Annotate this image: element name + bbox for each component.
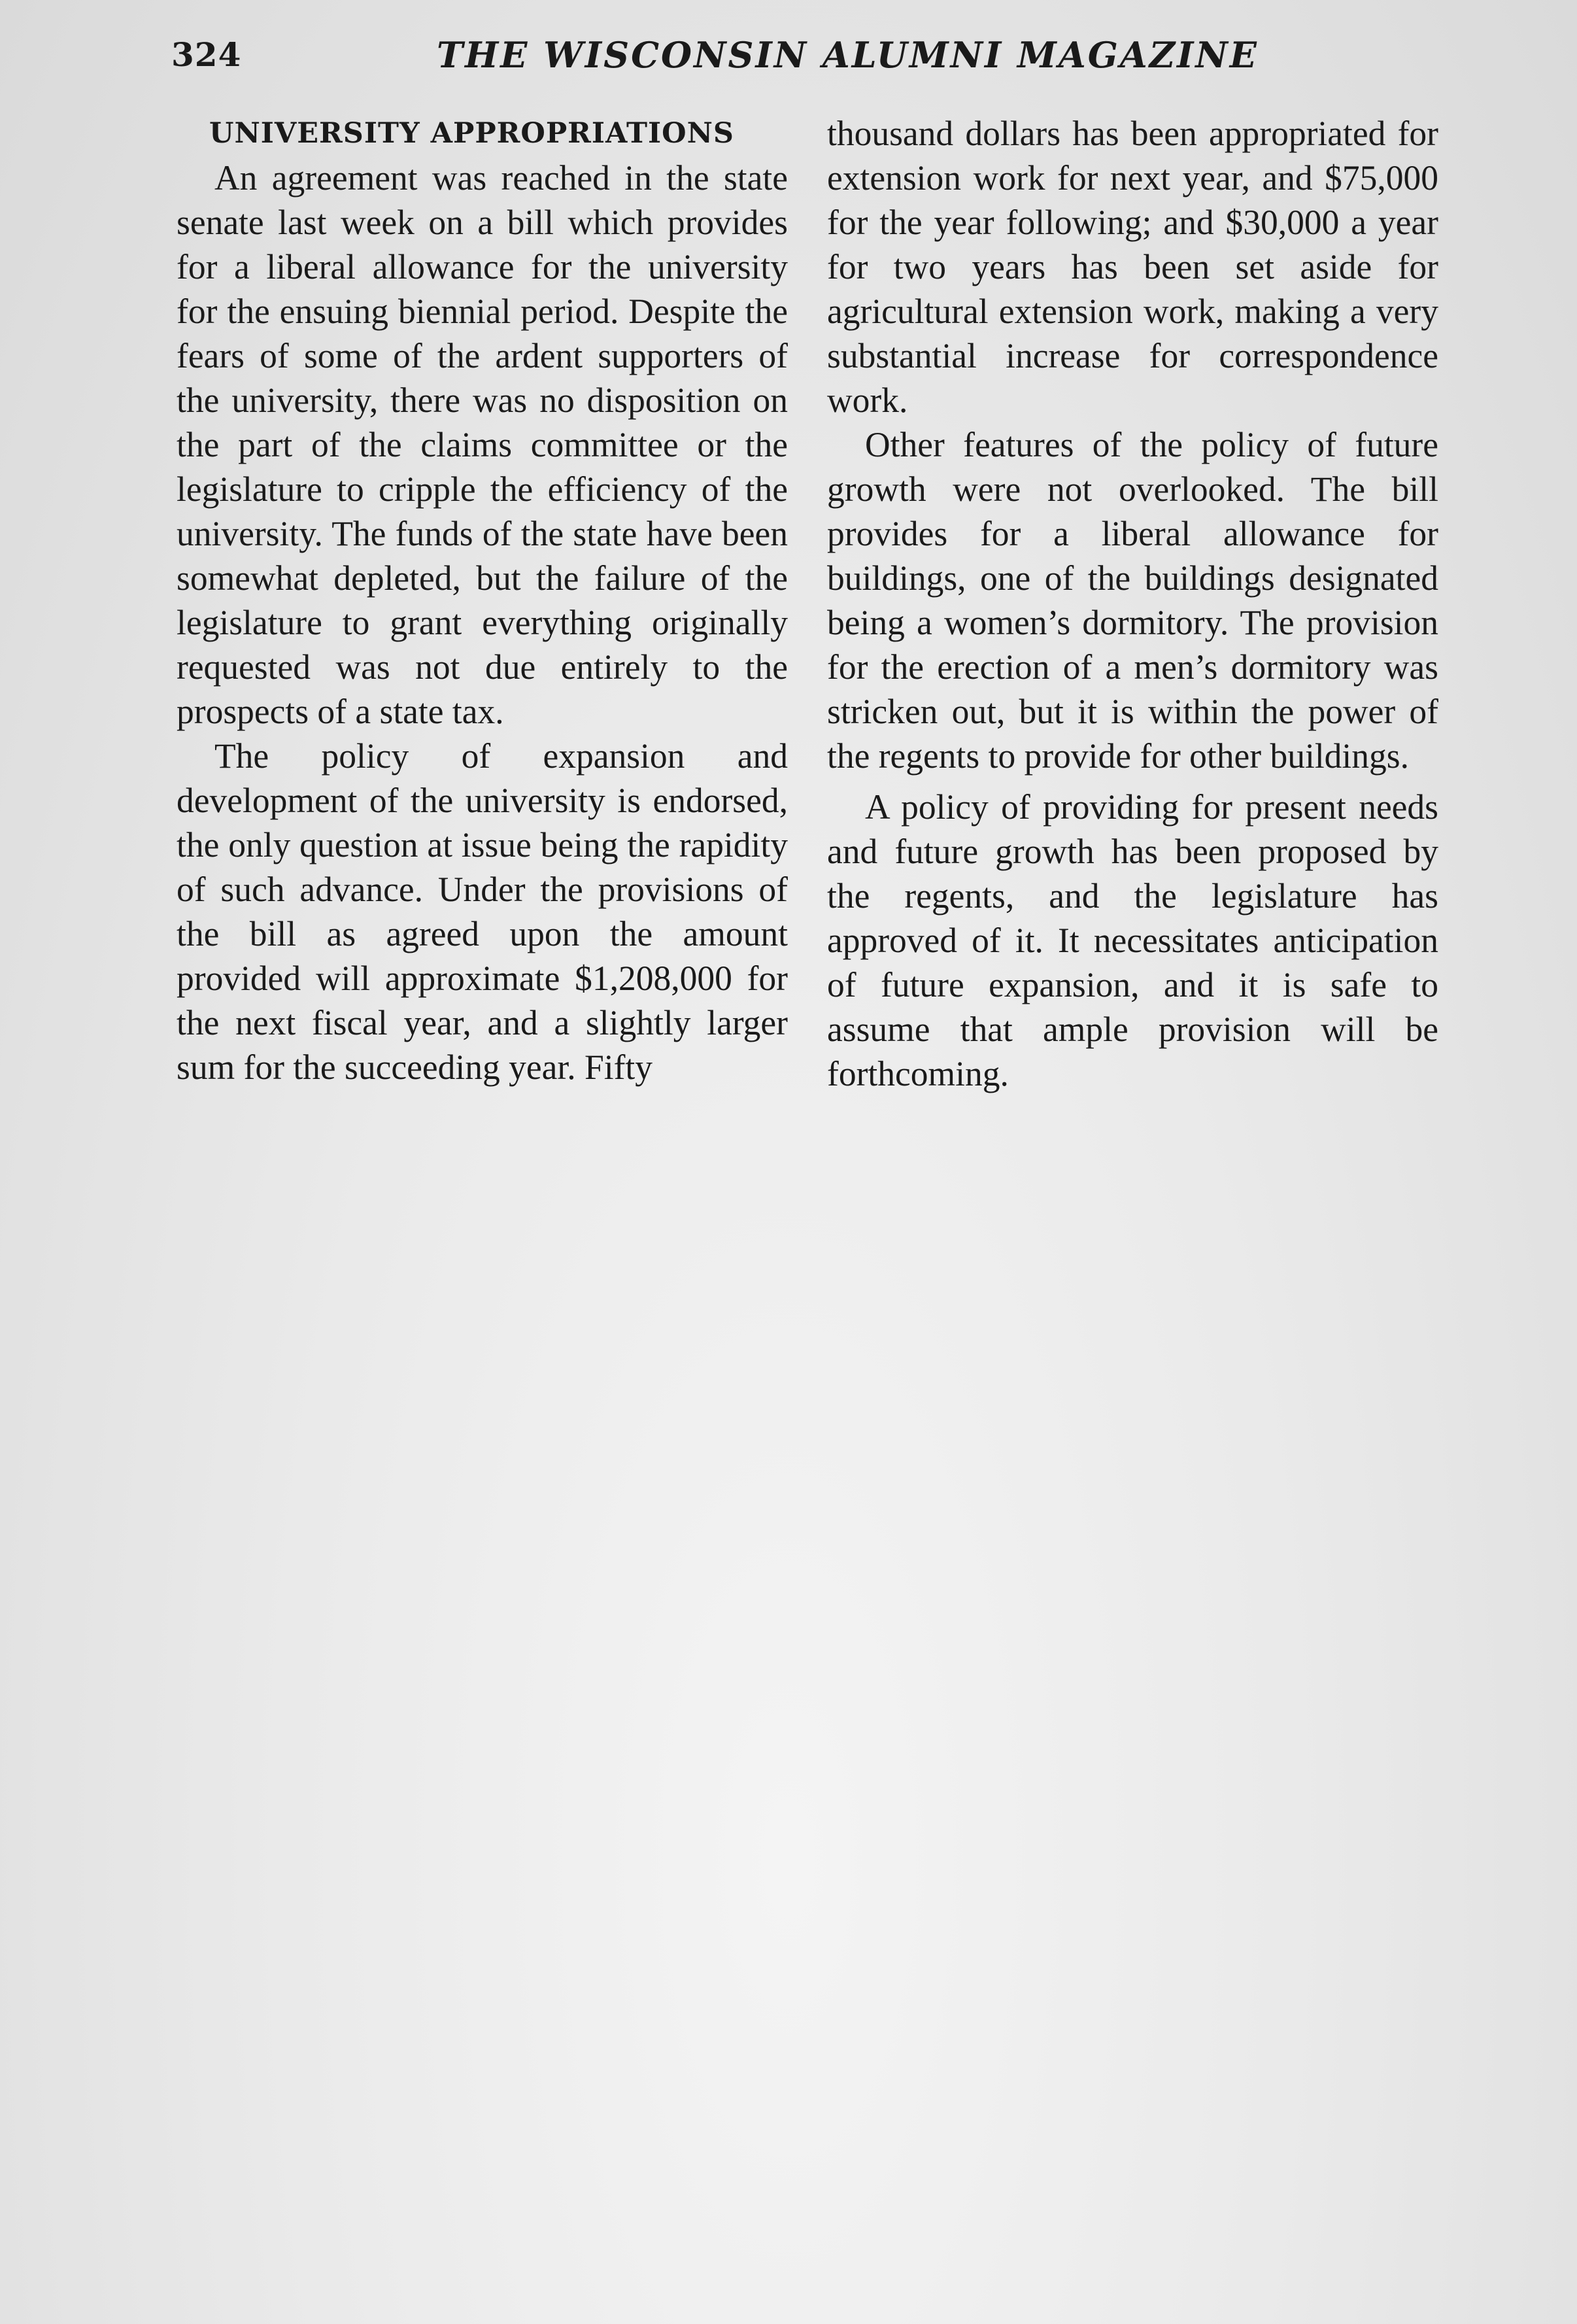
article-heading: UNIVERSITY APPROPRIATIONS xyxy=(209,117,734,150)
page-number: 324 xyxy=(171,35,242,74)
article-paragraph: A policy of providing for present needs and future growth has been proposed by the regents, and the legislature has approved of it. It necessitates anticipation of future expansion, and it is safe to assume that ample provision will be forthcoming. xyxy=(827,787,1438,1093)
article-paragraph: Other features of the policy of future growth were not overlooked. The bill provides for a liberal allowance for buildings, one of the buildings designated being a women’s dormitory. The provision for the erection of a men’s dormitory was stricken out, but it is within the power of the regents to provide for other buildings. xyxy=(827,425,1438,776)
right-column xyxy=(827,111,1438,1096)
running-title: THE WISCONSIN ALUMNI MAGAZINE xyxy=(437,34,1259,76)
left-column xyxy=(177,111,788,1089)
article-paragraph: An agreement was reached in the state senate last week on a bill which provides for a liberal allowance for the university for the ensuing biennial period. Despite the fears of some of the ardent supporters of the university, there was no disposition on the part of the claims committee or the legislature to cripple the efficiency of the university. The funds of the state have been somewhat depleted, but the failure of the legislature to grant everything originally requested was not due entirely to the prospects of a state tax. xyxy=(177,158,788,731)
article-paragraph: thousand dollars has been appropriated for extension work for next year, and $75,000 for the year following; and $30,000 a year for two years has been set aside for agricultural extension work, making a very substantial increase for correspondence work. xyxy=(827,114,1438,420)
article-paragraph: The policy of expansion and development of the university is endorsed, the only question at issue being the rapidity of such advance. Under the provisions of the bill as agreed upon the amount provided will approximate $1,208,000 for the next fiscal year, and a slightly larger sum for the succeeding year. Fifty xyxy=(177,736,788,1087)
